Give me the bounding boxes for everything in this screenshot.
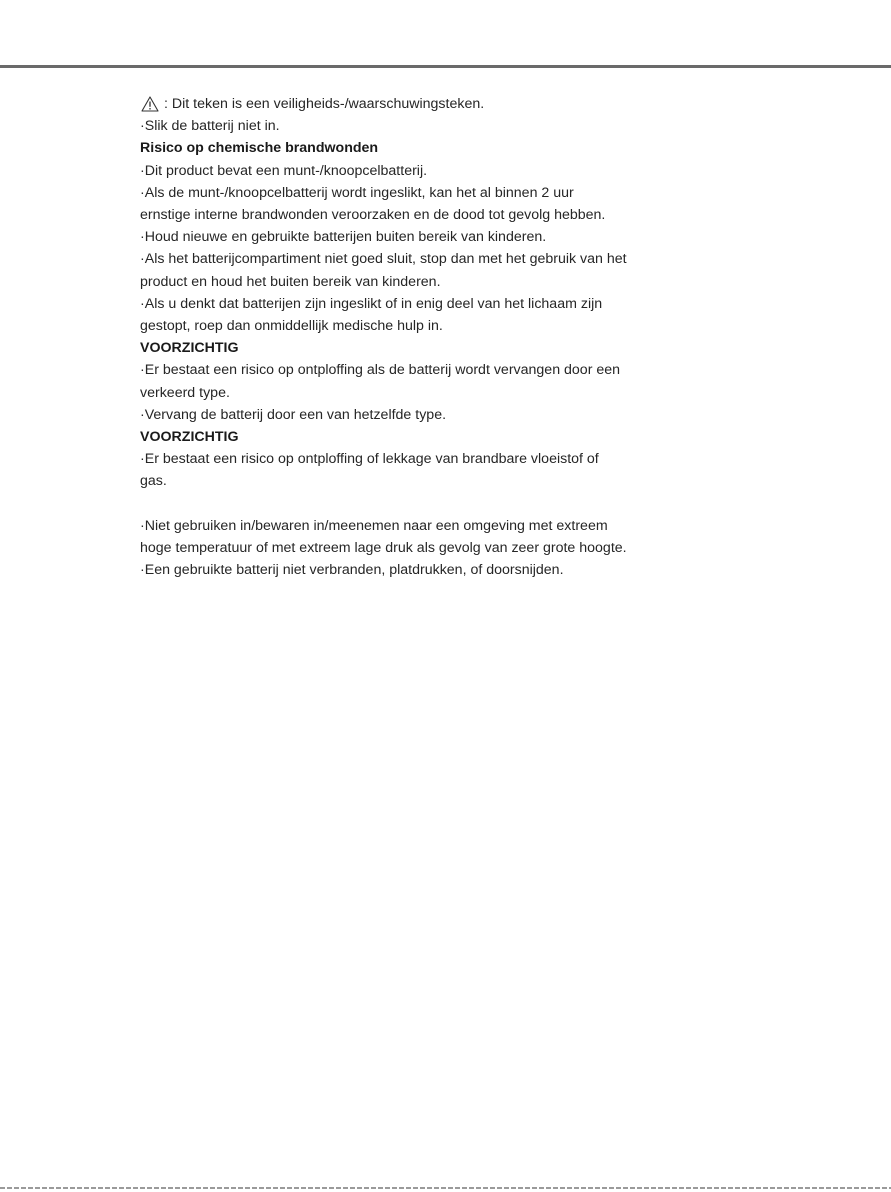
header-divider bbox=[0, 65, 891, 68]
notice-line: ·Houd nieuwe en gebruikte batterijen buiten bereik van kinderen. bbox=[140, 229, 547, 246]
notice-line: gestopt, roep dan onmiddellijk medische hulp in. bbox=[140, 318, 443, 335]
notice-line: ·Slik de batterij niet in. bbox=[140, 118, 280, 135]
section-heading-caution: VOORZICHTIG bbox=[140, 429, 239, 446]
notice-line: ·Er bestaat een risico op ontploffing of lekkage van brandbare vloeistof of bbox=[140, 451, 599, 468]
notice-line: ·Vervang de batterij door een van hetzelfde type. bbox=[140, 406, 447, 423]
notice-line: ·Als u denkt dat batterijen zijn ingeslikt of in enig deel van het lichaam zijn bbox=[140, 295, 603, 312]
warning-symbol-line bbox=[140, 93, 740, 115]
notice-line: ·Er bestaat een risico op ontploffing als de batterij wordt vervangen door een bbox=[140, 362, 621, 379]
section-heading-chemical-burns: Risico op chemische brandwonden bbox=[140, 140, 379, 157]
paragraph-gap bbox=[140, 493, 740, 515]
notice-line: ernstige interne brandwonden veroorzaken en de dood tot gevolg hebben. bbox=[140, 207, 606, 224]
notice-line: ·Als het batterijcompartiment niet goed sluit, stop dan met het gebruik van het bbox=[140, 251, 627, 268]
footer-divider bbox=[0, 1187, 891, 1189]
notice-line: ·Dit product bevat een munt-/knoopcelbatterij. bbox=[140, 162, 428, 179]
notice-line: ·Als de munt-/knoopcelbatterij wordt ingeslikt, kan het al binnen 2 uur bbox=[140, 184, 574, 201]
notice-line: ·Niet gebruiken in/bewaren in/meenemen naar een omgeving met extreem bbox=[140, 517, 608, 534]
battery-safety-notice bbox=[140, 93, 740, 581]
warning-symbol-explanation: : Dit teken is een veiligheids-/waarschuwingsteken. bbox=[164, 96, 485, 112]
notice-line: ·Een gebruikte batterij niet verbranden, platdrukken, of doorsnijden. bbox=[140, 562, 564, 579]
notice-line: verkeerd type. bbox=[140, 384, 230, 401]
notice-line: product en houd het buiten bereik van kinderen. bbox=[140, 273, 441, 290]
notice-line: gas. bbox=[140, 473, 167, 490]
warning-triangle-icon bbox=[141, 96, 159, 112]
notice-line: hoge temperatuur of met extreem lage druk als gevolg van zeer grote hoogte. bbox=[140, 540, 627, 557]
section-heading-caution: VOORZICHTIG bbox=[140, 340, 239, 357]
